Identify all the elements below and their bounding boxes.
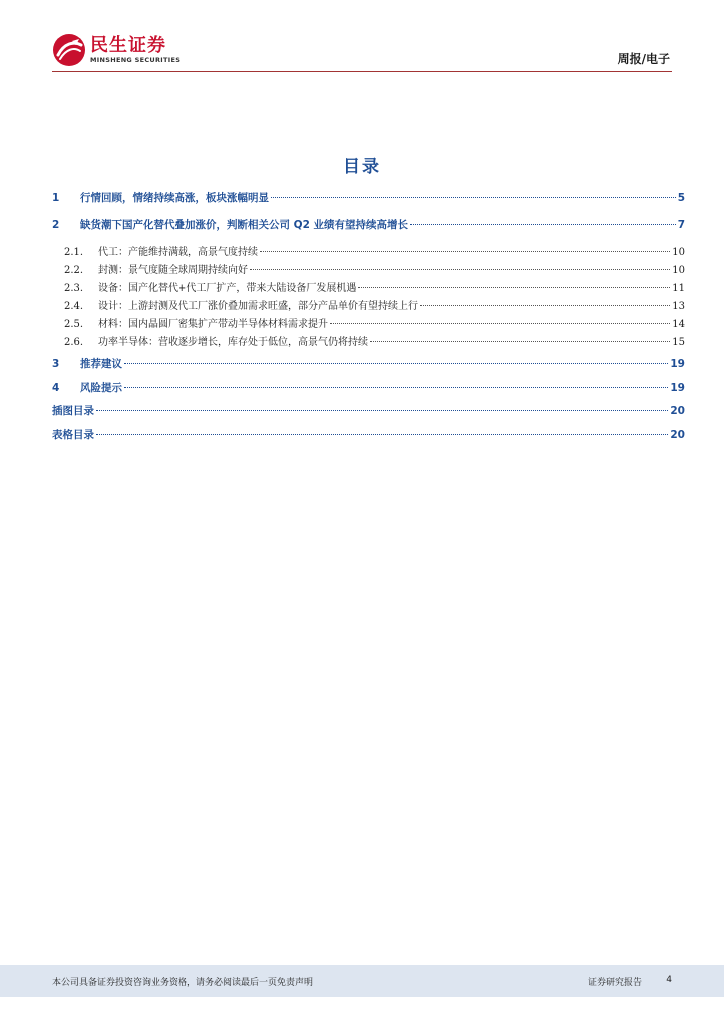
toc-entry-number: 2.3. [64,283,84,294]
toc-entry-page: 19 [670,358,685,370]
logo-english-name: MINSHENG SECURITIES [90,55,181,64]
toc-entry-table-index[interactable] [52,427,685,442]
toc-dot-leader [358,287,670,288]
toc-entry-label: 行情回顾，情绪持续高涨，板块涨幅明显 [80,192,269,204]
toc-dot-leader [250,269,670,270]
toc-entry-label: 功率半导体：营收逐步增长，库存处于低位，高景气仍将持续 [98,337,368,348]
toc-entry-page: 15 [672,337,685,348]
toc-dot-leader [410,224,676,225]
toc-entry-figure-index[interactable] [52,403,685,418]
toc-entry-label: 推荐建议 [80,358,122,370]
toc-entry-label: 材料：国内晶圆厂密集扩产带动半导体材料需求提升 [98,319,328,330]
toc-entry-label: 表格目录 [52,429,94,441]
toc-entry-label: 插图目录 [52,405,94,417]
toc-entry-2[interactable] [52,217,685,232]
header-divider [52,71,672,72]
toc-entry-page: 19 [670,382,685,394]
toc-dot-leader [370,341,670,342]
toc-entry-label: 封测：景气度随全球周期持续向好 [98,265,248,276]
toc-entry-number: 1 [52,192,60,204]
page-footer [0,965,724,997]
toc-entry-2-4[interactable] [52,297,685,312]
toc-entry-2-6[interactable] [52,333,685,348]
company-logo [52,33,180,67]
toc-entry-label: 设计：上游封测及代工厂涨价叠加需求旺盛，部分产品单价有望持续上行 [98,301,418,312]
toc-entry-2-3[interactable] [52,279,685,294]
footer-disclaimer: 本公司具备证券投资咨询业务资格，请务必阅读最后一页免责声明 [52,978,314,988]
toc-entry-number: 2.6. [64,337,84,348]
toc-entry-number: 2.5. [64,319,84,330]
minsheng-logo-icon [52,33,86,67]
toc-entry-2-1[interactable] [52,243,685,258]
toc-dot-leader [260,251,670,252]
logo-chinese-name: 民生证券 [90,34,166,56]
toc-entry-label: 代工：产能维持满载，高景气度持续 [98,247,258,258]
toc-entry-number: 3 [52,358,60,370]
toc-dot-leader [96,410,668,411]
toc-dot-leader [124,387,668,388]
toc-entry-label: 缺货潮下国产化替代叠加涨价，判断相关公司 Q2 业绩有望持续高增长 [80,219,409,231]
toc-dot-leader [271,197,676,198]
footer-doc-type: 证券研究报告 [587,978,642,988]
toc-entry-2-2[interactable] [52,261,685,276]
toc-entry-page: 13 [672,301,685,312]
toc-entry-number: 2.4. [64,301,84,312]
page-header [0,0,724,74]
toc-entry-number: 2.2. [64,265,84,276]
toc-entry-page: 20 [670,429,685,441]
toc-entry-label: 设备：国产化替代+代工厂扩产，带来大陆设备厂发展机遇 [98,283,357,294]
toc-entry-page: 10 [672,265,685,276]
toc-entry-number: 2 [52,219,60,231]
toc-entry-page: 7 [677,219,685,231]
toc-dot-leader [330,323,670,324]
toc-dot-leader [124,363,668,364]
toc-entry-2-5[interactable] [52,315,685,330]
toc-entry-4[interactable] [52,380,685,395]
footer-page-number: 4 [666,975,672,985]
toc-entry-number: 4 [52,382,60,394]
toc-dot-leader [96,434,668,435]
toc-entry-number: 2.1. [64,247,84,258]
toc-entry-3[interactable] [52,356,685,371]
toc-entry-page: 10 [672,247,685,258]
toc-entry-page: 11 [672,283,685,294]
toc-title: 目录 [343,157,381,177]
toc-entry-page: 14 [672,319,685,330]
toc-entry-label: 风险提示 [80,382,122,394]
toc-entry-page: 5 [677,192,685,204]
toc-entry-page: 20 [670,405,685,417]
toc-entry-1[interactable] [52,190,685,205]
toc-dot-leader [420,305,670,306]
report-type-label: 周报/电子 [617,52,670,66]
